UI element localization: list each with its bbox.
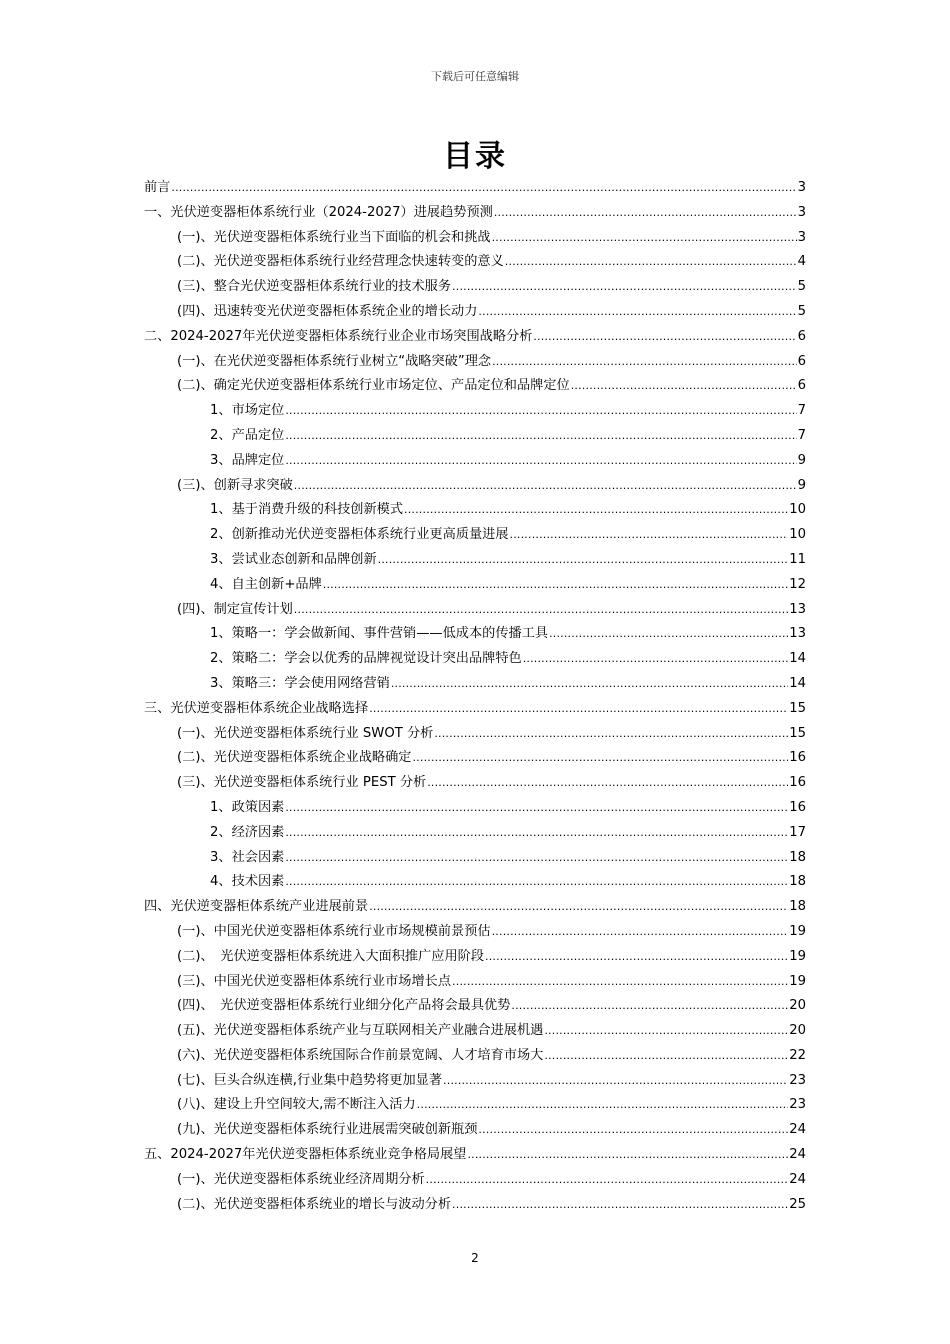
toc-entry-page: 16 [789, 799, 806, 815]
toc-entry-label: (七)、巨头合纵连横,行业集中趋势将更加显著 [177, 1072, 443, 1088]
toc-dot-leader [294, 474, 797, 499]
toc-entry-label: (一)、中国光伏逆变器柜体系统行业市场规模前景预估 [177, 923, 491, 939]
toc-entry-page: 10 [789, 527, 806, 543]
toc-dot-leader [523, 647, 789, 672]
toc-entry-label: 3、品牌定位 [210, 452, 285, 468]
toc-entry-label: 四、光伏逆变器柜体系统产业进展前景 [144, 899, 369, 915]
toc-entry-label: 1、政策因素 [210, 799, 285, 815]
toc-dot-leader [452, 970, 788, 995]
toc-dot-leader [510, 523, 789, 548]
page-number: 2 [471, 1251, 479, 1265]
toc-entry[interactable] [144, 994, 806, 1019]
toc-entry[interactable] [144, 598, 806, 623]
toc-entry[interactable] [144, 350, 806, 375]
toc-entry-page: 7 [797, 427, 806, 443]
toc-entry[interactable] [144, 1044, 806, 1069]
toc-dot-leader [412, 746, 788, 771]
toc-entry[interactable] [144, 1019, 806, 1044]
toc-entry-label: 4、自主创新+品牌 [210, 576, 322, 592]
toc-entry[interactable] [144, 1093, 806, 1118]
toc-entry-label: 3、社会因素 [210, 849, 285, 865]
toc-dot-leader [434, 722, 788, 747]
toc-entry-page: 5 [797, 303, 806, 319]
toc-dot-leader [544, 1019, 788, 1044]
toc-entry[interactable] [144, 176, 806, 201]
toc-dot-leader [285, 821, 788, 846]
toc-entry-label: (六)、光伏逆变器柜体系统国际合作前景宽阔、人才培育市场大 [177, 1047, 544, 1063]
toc-entry-label: 前言 [144, 180, 171, 195]
toc-entry-page: 25 [789, 1196, 806, 1212]
toc-entry-page: 6 [797, 353, 806, 369]
toc-dot-leader [485, 945, 788, 970]
toc-entry-label: 2、创新推动光伏逆变器柜体系统行业更高质量进展 [210, 527, 509, 543]
toc-entry-label: (九)、光伏逆变器柜体系统行业进展需突破创新瓶颈 [177, 1122, 478, 1138]
toc-dot-leader [549, 622, 788, 647]
toc-entry-label: 2、经济因素 [210, 824, 285, 840]
toc-entry[interactable] [144, 548, 806, 573]
toc-dot-leader [378, 548, 789, 573]
toc-entry-page: 15 [789, 725, 806, 741]
toc-entry-label: (二)、 光伏逆变器柜体系统进入大面积推广应用阶段 [177, 948, 485, 964]
toc-entry-page: 19 [789, 923, 806, 939]
toc-entry[interactable] [144, 821, 806, 846]
toc-dot-leader [544, 1044, 788, 1069]
toc-entry-page: 5 [797, 279, 806, 295]
toc-entry-page: 16 [789, 775, 806, 791]
toc-entry-page: 20 [789, 1023, 806, 1039]
toc-entry-label: 五、2024-2027年光伏逆变器柜体系统业竞争格局展望 [144, 1147, 467, 1163]
toc-entry[interactable] [144, 424, 806, 449]
toc-dot-leader [285, 796, 788, 821]
toc-entry[interactable] [144, 945, 806, 970]
toc-entry-page: 15 [789, 700, 806, 716]
toc-entry-page: 23 [789, 1097, 806, 1113]
toc-entry[interactable] [144, 300, 806, 325]
toc-entry-label: (八)、建设上升空间较大,需不断注入活力 [177, 1097, 416, 1113]
toc-entry-page: 19 [789, 948, 806, 964]
toc-entry-label: (一)、光伏逆变器柜体系统业经济周期分析 [177, 1171, 425, 1187]
toc-entry[interactable] [144, 250, 806, 275]
toc-entry[interactable] [144, 1168, 806, 1193]
toc-dot-leader [369, 697, 788, 722]
toc-dot-leader [452, 275, 797, 300]
toc-dot-leader [285, 870, 788, 895]
toc-entry-label: (四)、迅速转变光伏逆变器柜体系统企业的增长动力 [177, 303, 478, 319]
toc-entry-page: 3 [797, 180, 806, 195]
toc-dot-leader [443, 1069, 788, 1094]
toc-entry-page: 6 [797, 328, 806, 344]
toc-entry-label: (四)、 光伏逆变器柜体系统行业细分化产品将会最具优势 [177, 998, 511, 1014]
toc-dot-leader [494, 201, 797, 226]
toc-entry-page: 9 [797, 452, 806, 468]
toc-dot-leader [285, 449, 796, 474]
toc-dot-leader [492, 350, 797, 375]
toc-entry-label: 二、2024-2027年光伏逆变器柜体系统行业企业市场突围战略分析 [144, 328, 533, 344]
toc-entry[interactable] [144, 474, 806, 499]
toc-dot-leader [391, 672, 788, 697]
toc-entry[interactable] [144, 722, 806, 747]
toc-entry-label: 1、策略一：学会做新闻、事件营销——低成本的传播工具 [210, 626, 549, 642]
toc-dot-leader [369, 895, 788, 920]
toc-entry[interactable] [144, 1193, 806, 1218]
toc-entry[interactable] [144, 374, 806, 399]
toc-dot-leader [285, 424, 796, 449]
toc-entry[interactable] [144, 523, 806, 548]
toc-entry-label: (三)、整合光伏逆变器柜体系统行业的技术服务 [177, 279, 452, 295]
toc-dot-leader [323, 573, 788, 598]
toc-entry-page: 10 [789, 502, 806, 518]
toc-entry-page: 19 [789, 973, 806, 989]
toc-entry-page: 14 [789, 675, 806, 691]
toc-entry-page: 17 [789, 824, 806, 840]
toc-dot-leader [533, 325, 796, 350]
toc-entry-page: 3 [797, 204, 806, 220]
toc-dot-leader [492, 226, 797, 251]
toc-entry-page: 11 [789, 551, 806, 567]
toc-entry-label: (二)、光伏逆变器柜体系统业的增长与波动分析 [177, 1196, 452, 1212]
page-header-note: 下载后可任意编辑 [431, 70, 519, 83]
toc-entry-label: 3、尝试业态创新和品牌创新 [210, 551, 377, 567]
toc-entry-page: 6 [797, 378, 806, 394]
toc-entry-page: 20 [789, 998, 806, 1014]
toc-dot-leader [478, 300, 796, 325]
toc-entry[interactable] [144, 275, 806, 300]
toc-entry-page: 23 [789, 1072, 806, 1088]
toc-entry-label: 1、基于消费升级的科技创新模式 [210, 502, 404, 518]
toc-entry[interactable] [144, 1143, 806, 1168]
toc-dot-leader [452, 1193, 788, 1218]
toc-entry[interactable] [144, 672, 806, 697]
toc-entry[interactable] [144, 622, 806, 647]
toc-dot-leader [427, 771, 788, 796]
toc-entry[interactable] [144, 796, 806, 821]
toc-entry-page: 13 [789, 601, 806, 617]
toc-entry[interactable] [144, 746, 806, 771]
toc-entry-label: (三)、光伏逆变器柜体系统行业 PEST 分析 [177, 775, 427, 791]
toc-entry[interactable] [144, 771, 806, 796]
toc-entry-page: 9 [797, 477, 806, 493]
toc-entry-page: 18 [789, 849, 806, 865]
toc-entry-page: 18 [789, 899, 806, 915]
toc-entry-page: 18 [789, 874, 806, 890]
toc-entry[interactable] [144, 201, 806, 226]
toc-dot-leader [426, 1168, 789, 1193]
table-of-contents [144, 176, 806, 1217]
toc-dot-leader [285, 399, 796, 424]
toc-entry-page: 12 [789, 576, 806, 592]
toc-entry-label: (五)、光伏逆变器柜体系统产业与互联网相关产业融合进展机遇 [177, 1023, 544, 1039]
toc-dot-leader [478, 1118, 788, 1143]
toc-dot-leader [467, 1143, 788, 1168]
toc-entry-label: (四)、制定宣传计划 [177, 601, 293, 617]
toc-dot-leader [294, 598, 788, 623]
toc-entry[interactable] [144, 1069, 806, 1094]
toc-dot-leader [285, 846, 788, 871]
toc-entry-page: 3 [797, 229, 806, 245]
toc-entry-label: 2、产品定位 [210, 427, 285, 443]
toc-dot-leader [171, 176, 796, 201]
toc-entry[interactable] [144, 226, 806, 251]
toc-entry[interactable] [144, 920, 806, 945]
toc-dot-leader [505, 250, 797, 275]
toc-entry-page: 24 [789, 1122, 806, 1138]
toc-entry[interactable] [144, 970, 806, 995]
toc-entry-label: (一)、光伏逆变器柜体系统行业当下面临的机会和挑战 [177, 229, 491, 245]
toc-entry[interactable] [144, 895, 806, 920]
toc-entry-label: (二)、光伏逆变器柜体系统行业经营理念快速转变的意义 [177, 254, 504, 270]
toc-entry-label: 3、策略三：学会使用网络营销 [210, 675, 390, 691]
toc-entry[interactable] [144, 498, 806, 523]
toc-entry-page: 22 [789, 1047, 806, 1063]
toc-entry[interactable] [144, 573, 806, 598]
toc-entry-page: 16 [789, 750, 806, 766]
toc-entry[interactable] [144, 399, 806, 424]
toc-entry-label: (一)、在光伏逆变器柜体系统行业树立“战略突破”理念 [177, 353, 492, 369]
toc-entry-page: 24 [789, 1171, 806, 1187]
toc-entry-label: (三)、中国光伏逆变器柜体系统行业市场增长点 [177, 973, 452, 989]
toc-dot-leader [417, 1093, 789, 1118]
toc-entry-page: 24 [789, 1147, 806, 1163]
toc-entry-label: 1、市场定位 [210, 403, 285, 419]
toc-dot-leader [511, 994, 788, 1019]
toc-entry[interactable] [144, 449, 806, 474]
toc-entry-page: 7 [797, 403, 806, 419]
toc-entry-label: (二)、确定光伏逆变器柜体系统行业市场定位、产品定位和品牌定位 [177, 378, 570, 394]
toc-dot-leader [492, 920, 789, 945]
toc-entry-page: 4 [797, 254, 806, 270]
toc-dot-leader [571, 374, 797, 399]
toc-entry-label: 4、技术因素 [210, 874, 285, 890]
toc-entry[interactable] [144, 870, 806, 895]
toc-entry-label: (三)、创新寻求突破 [177, 477, 293, 493]
toc-entry[interactable] [144, 1118, 806, 1143]
toc-entry-page: 13 [789, 626, 806, 642]
toc-entry[interactable] [144, 647, 806, 672]
toc-entry-label: (二)、光伏逆变器柜体系统企业战略确定 [177, 750, 412, 766]
toc-dot-leader [404, 498, 788, 523]
toc-entry[interactable] [144, 325, 806, 350]
toc-entry-page: 14 [789, 651, 806, 667]
toc-entry-label: 一、光伏逆变器柜体系统行业（2024-2027）进展趋势预测 [144, 204, 493, 220]
page-title: 目录 [443, 139, 507, 174]
toc-entry[interactable] [144, 846, 806, 871]
toc-entry[interactable] [144, 697, 806, 722]
toc-entry-label: 三、光伏逆变器柜体系统企业战略选择 [144, 700, 369, 716]
toc-entry-label: 2、策略二：学会以优秀的品牌视觉设计突出品牌特色 [210, 651, 522, 667]
toc-entry-label: (一)、光伏逆变器柜体系统行业 SWOT 分析 [177, 725, 434, 741]
